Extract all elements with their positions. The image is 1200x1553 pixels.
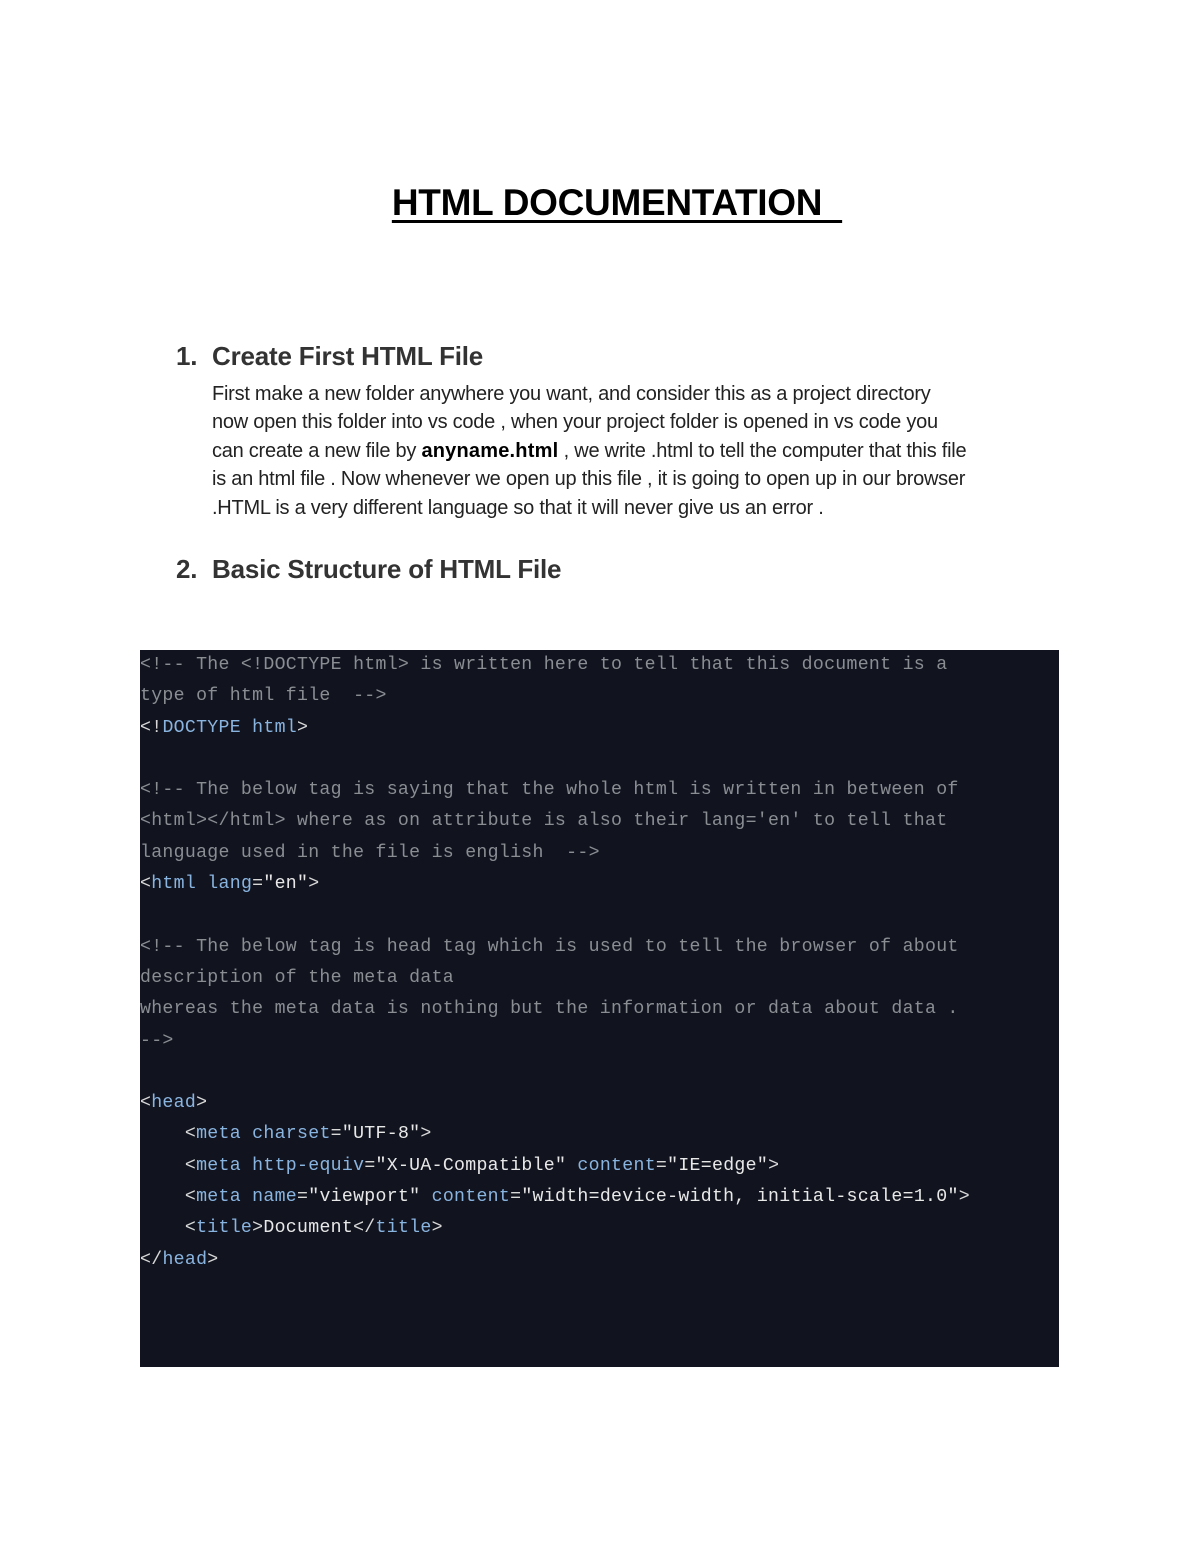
section-heading-text: Basic Structure of HTML File [212, 554, 562, 584]
code-token: content [577, 1155, 656, 1176]
code-token [241, 1124, 252, 1144]
code-token: > [420, 1124, 432, 1145]
code-token: < [140, 1093, 152, 1114]
code-token: http-equiv [252, 1155, 365, 1176]
code-token: </ [353, 1218, 376, 1239]
code-comment-line: type of html file --> [140, 686, 387, 707]
code-comment-line: <!-- The below tag is saying that the whole html is written in between of [140, 780, 959, 801]
code-token: = [330, 1124, 342, 1145]
code-token: "IE=edge" [667, 1155, 769, 1176]
text-span: , we write .html to tell the computer that this file [558, 439, 967, 462]
code-token: < [140, 874, 152, 895]
filename-bold: anyname.html [421, 439, 559, 462]
text-span: First make a new folder anywhere you want, and consider this as a project directory [212, 383, 931, 405]
code-meta-http-equiv-line [140, 1151, 1059, 1182]
code-token: head [151, 1093, 197, 1114]
document-title: HTML DOCUMENTATION [391, 182, 843, 223]
code-token: DOCTYPE [162, 717, 241, 738]
code-token: "X-UA-Compatible" [375, 1155, 567, 1176]
code-comment-line: description of the meta data [140, 967, 454, 988]
code-token: "viewport" [308, 1187, 421, 1208]
section-basic-structure [176, 554, 1076, 585]
code-blank-line [140, 744, 1059, 775]
section-body [212, 380, 1076, 522]
code-token [241, 1156, 252, 1176]
code-head-line [140, 1088, 1059, 1119]
code-comment-line: <!-- The <!DOCTYPE html> is written here to tell that this document is a [140, 655, 948, 675]
code-token: > [196, 1093, 208, 1114]
code-token: <! [140, 717, 163, 738]
text-span: now open this folder into vs code , when your project folder is opened in vs code you [212, 411, 938, 434]
code-token: head [162, 1249, 208, 1270]
code-title-line [140, 1213, 1059, 1244]
text-span: .HTML is a very different language so that it will never give us an error . [212, 496, 824, 519]
code-token: > [768, 1155, 780, 1176]
text-span: is an html file . Now whenever we open up this file , it is going to open up in our browser [212, 468, 966, 491]
code-comment-line: language used in the file is english --> [140, 842, 600, 863]
code-token [241, 1187, 252, 1207]
paragraph-line [212, 437, 1076, 465]
code-token [420, 1187, 431, 1207]
code-token [196, 874, 207, 894]
code-token: < [140, 1155, 197, 1176]
code-token: > [297, 717, 309, 738]
code-comment-line: --> [140, 1030, 174, 1051]
code-token: meta [196, 1155, 241, 1176]
text-span: can create a new file by [212, 439, 422, 462]
code-comment-line: <html></html> where as on attribute is also their lang='en' to tell that [140, 811, 948, 832]
code-token: "width=device-width, initial-scale=1.0" [521, 1187, 959, 1208]
code-blank-line [140, 900, 1059, 931]
paragraph-line [212, 380, 1076, 408]
code-doctype-line [140, 713, 1059, 744]
code-token: > [431, 1218, 443, 1239]
code-blank-line [140, 1057, 1059, 1088]
code-token: charset [252, 1124, 331, 1145]
section-heading-text: Create First HTML File [212, 341, 484, 371]
code-token: < [140, 1124, 197, 1145]
code-token: = [510, 1187, 522, 1208]
code-meta-charset-line [140, 1119, 1059, 1150]
code-token: > [207, 1249, 219, 1270]
code-token: "UTF-8" [341, 1124, 421, 1145]
code-meta-viewport-line [140, 1182, 1059, 1213]
code-token: html [151, 874, 197, 895]
code-token: </ [140, 1249, 163, 1270]
code-token: title [196, 1218, 253, 1239]
code-token: < [140, 1187, 197, 1208]
section-number: 2. [176, 554, 198, 584]
code-token: > [252, 1218, 264, 1239]
code-token: title [375, 1218, 432, 1239]
code-html-line [140, 869, 1059, 900]
section-heading [176, 554, 1076, 585]
code-token: meta [196, 1124, 241, 1145]
code-token: = [364, 1155, 376, 1176]
section-create-first-html-file [176, 341, 1076, 522]
code-comment-line: whereas the meta data is nothing but the information or data about data . [140, 999, 959, 1020]
code-token: = [252, 874, 264, 895]
code-token: = [297, 1187, 309, 1208]
paragraph-line [212, 465, 1076, 493]
code-token: "en" [263, 874, 309, 895]
code-token: content [431, 1187, 511, 1208]
code-token: < [140, 1218, 197, 1239]
section-heading [176, 341, 1076, 372]
section-number: 1. [176, 341, 198, 371]
code-token [241, 718, 252, 738]
code-comment-line: <!-- The below tag is head tag which is used to tell the browser of about [140, 936, 959, 957]
code-token: html [252, 717, 298, 738]
code-token: name [252, 1187, 298, 1208]
code-head-close-line [140, 1245, 1059, 1276]
code-token: lang [207, 874, 253, 895]
code-token: Document [263, 1218, 354, 1239]
paragraph-line [212, 408, 1076, 436]
code-token [566, 1156, 577, 1176]
code-block [140, 650, 1059, 1367]
code-token: > [308, 874, 320, 895]
code-token: = [655, 1155, 668, 1176]
code-token: meta [196, 1187, 241, 1208]
code-token: > [958, 1187, 970, 1208]
paragraph-line [212, 494, 1076, 522]
